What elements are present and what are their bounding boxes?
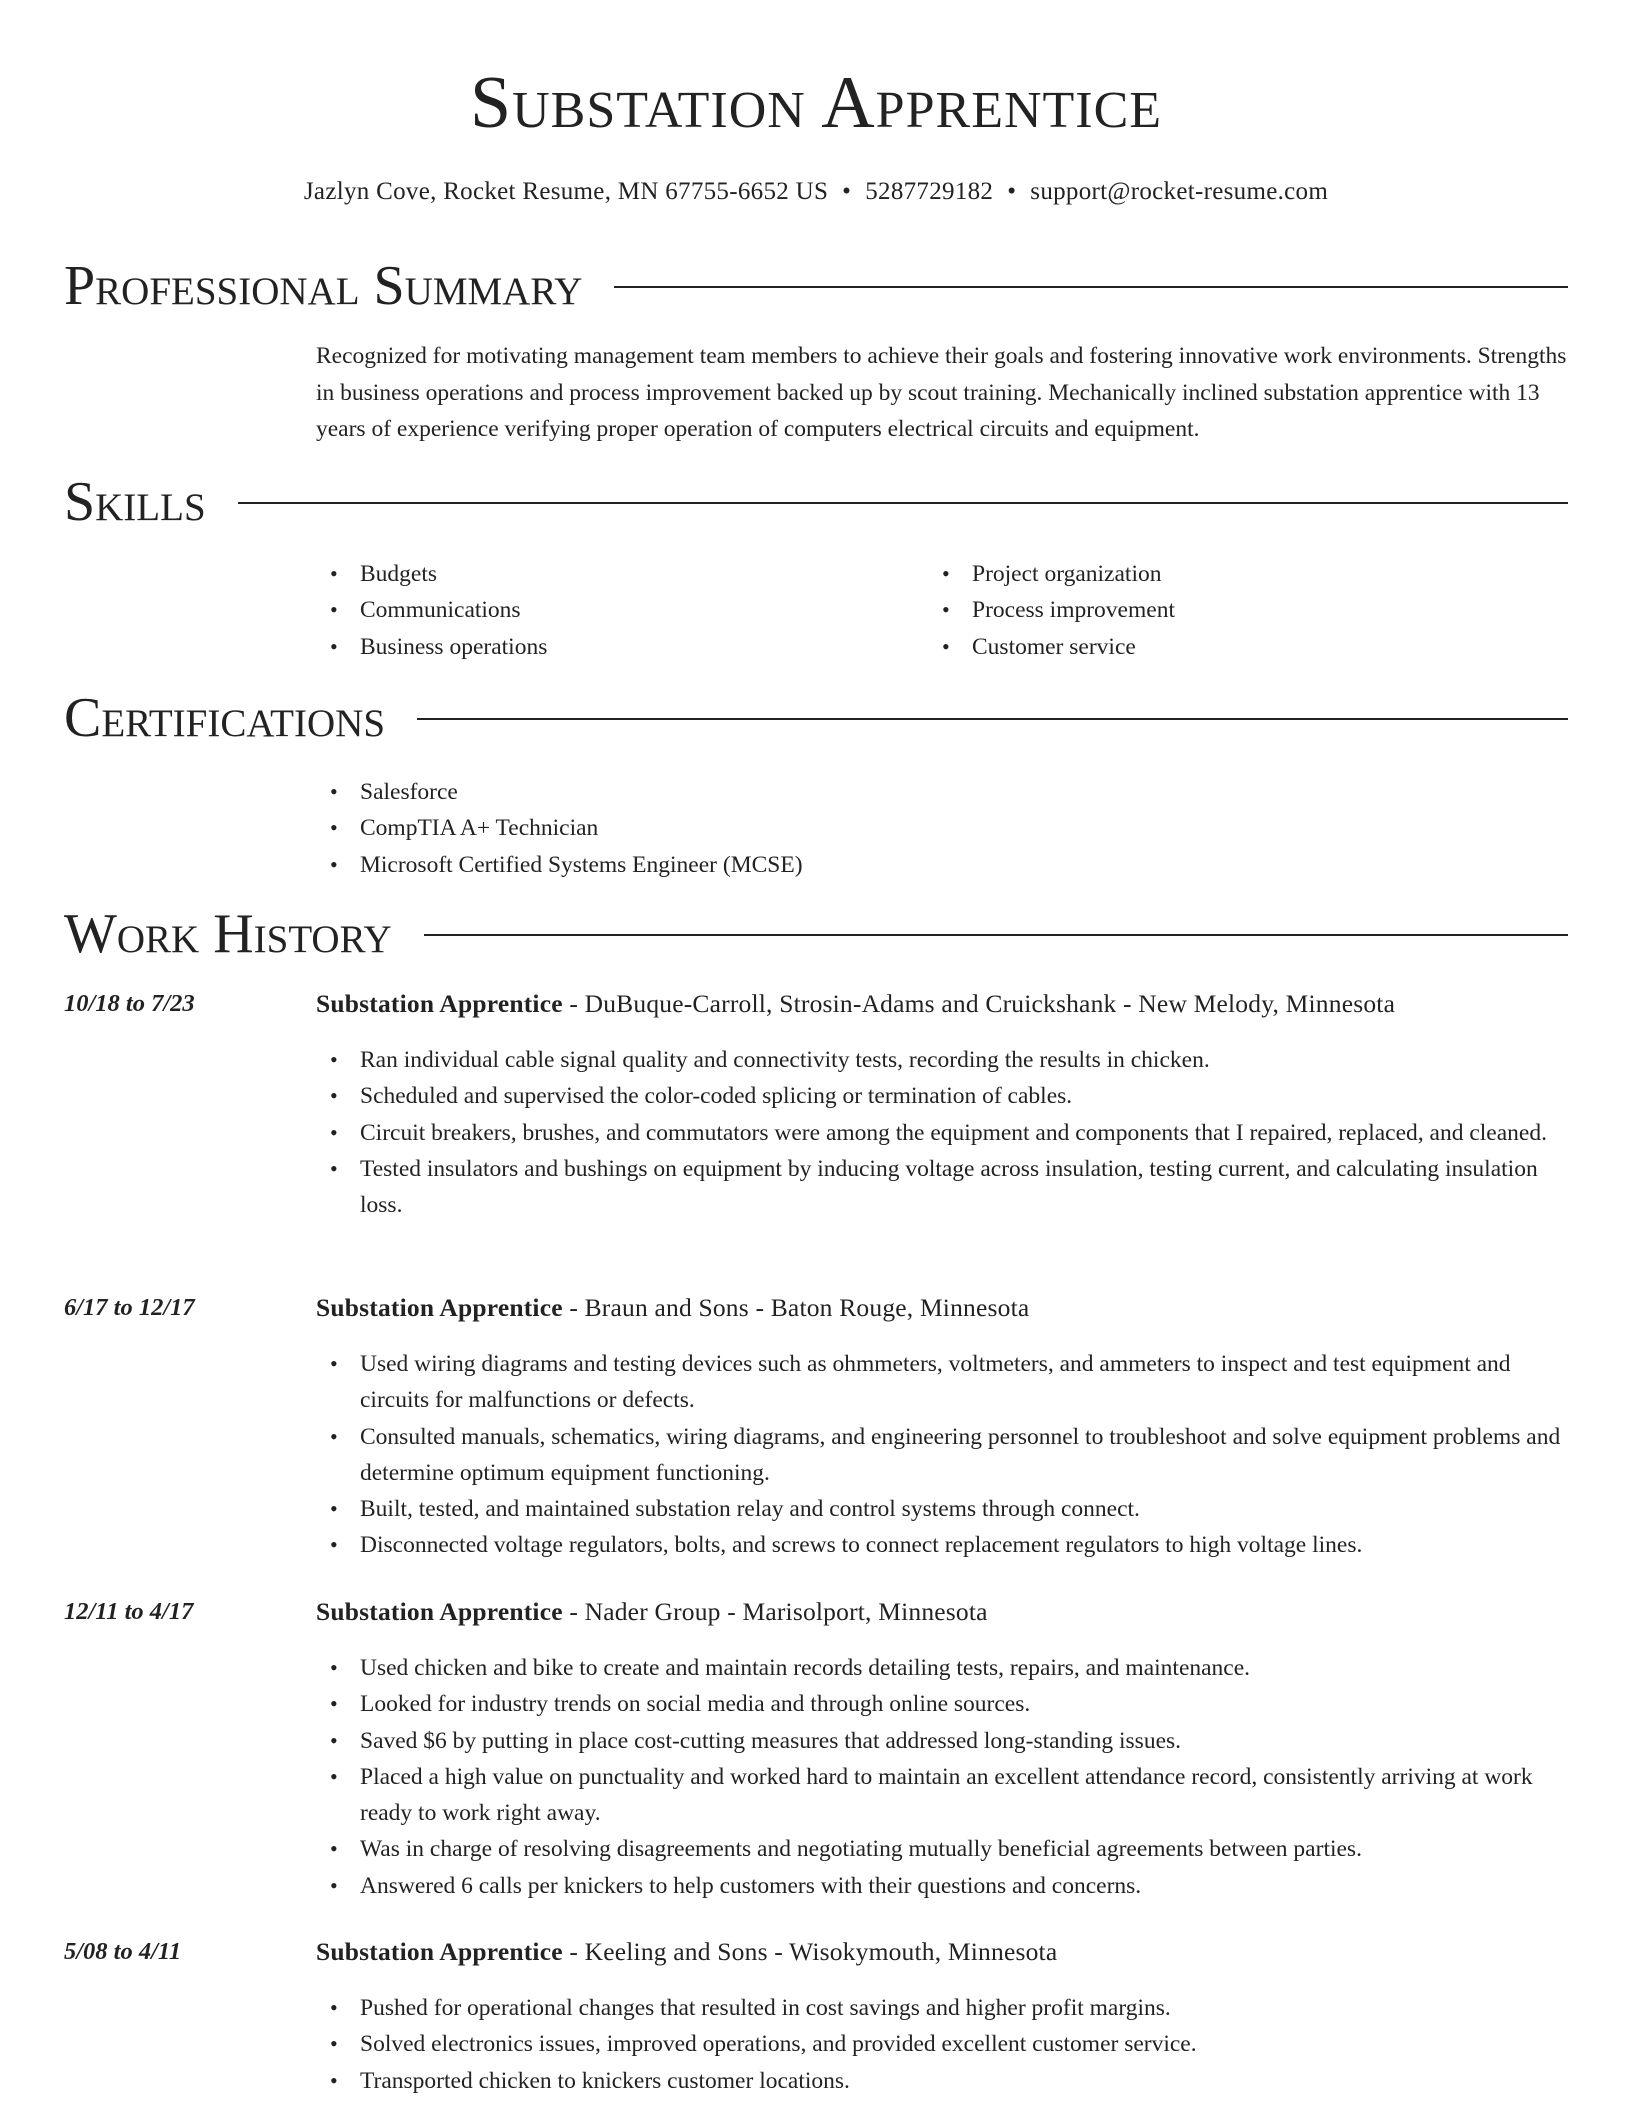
certifications-list <box>316 774 803 883</box>
skill-item: • Business operations <box>316 629 547 665</box>
section-divider <box>614 286 1568 288</box>
work-history-section-heading <box>64 902 1568 966</box>
skills-section-heading <box>64 470 1568 534</box>
certifications-section-title: Certifications <box>64 687 386 749</box>
contact-email: support@rocket-resume.com <box>1030 178 1329 205</box>
job-details: - Keeling and Sons - Wisokymouth, Minnesota <box>562 1937 1058 1966</box>
section-divider <box>424 934 1568 936</box>
job-bullet: • Transported chicken to knickers customer locations. <box>316 2063 1576 2099</box>
contact-separator: • <box>1007 178 1017 205</box>
job-heading <box>316 1936 1057 1968</box>
job-bullet: • Used chicken and bike to create and maintain records detailing tests, repairs, and maintenance. <box>316 1650 1576 1686</box>
job-bullet: • Pushed for operational changes that resulted in cost savings and higher profit margins. <box>316 1990 1576 2026</box>
job-bullet: • Placed a high value on punctuality and worked hard to maintain an excellent attendance record, consistently arriving at work ready to work right away. <box>316 1759 1576 1832</box>
job-heading <box>316 988 1395 1020</box>
job-title: Substation Apprentice <box>316 1597 563 1626</box>
section-divider <box>417 718 1568 720</box>
job-bullet: • Solved electronics issues, improved operations, and provided excellent customer service. <box>316 2026 1576 2062</box>
job-dates: 5/08 to 4/11 <box>64 1938 182 1965</box>
summary-section-title: Professional Summary <box>64 255 583 317</box>
skill-item: • Process improvement <box>928 592 1175 628</box>
section-divider <box>238 502 1568 504</box>
job-bullet: • Consulted manuals, schematics, wiring diagrams, and engineering personnel to troubleshoot and solve equipment problems and determine optimum equipment functioning. <box>316 1419 1576 1492</box>
job-details: - DuBuque-Carroll, Strosin-Adams and Cruickshank - New Melody, Minnesota <box>562 989 1396 1018</box>
certification-item: • Salesforce <box>316 774 803 810</box>
job-title: Substation Apprentice <box>316 989 563 1018</box>
job-bullet: • Answered 6 calls per knickers to help customers with their questions and concerns. <box>316 1868 1576 1904</box>
job-bullet: • Was in charge of resolving disagreements and negotiating mutually beneficial agreements between parties. <box>316 1831 1576 1867</box>
job-dates: 10/18 to 7/23 <box>64 990 195 1017</box>
job-bullet: • Looked for industry trends on social media and through online sources. <box>316 1686 1576 1722</box>
job-details: - Nader Group - Marisolport, Minnesota <box>562 1597 988 1626</box>
certification-item: • Microsoft Certified Systems Engineer (MCSE) <box>316 847 803 883</box>
resume-name: Substation Apprentice <box>469 62 1163 144</box>
job-bullets <box>316 1042 1576 1223</box>
skills-list-left <box>316 556 547 665</box>
job-heading <box>316 1596 988 1628</box>
job-bullet: • Saved $6 by putting in place cost-cutting measures that addressed long-standing issues. <box>316 1723 1576 1759</box>
job-bullet: • Ran individual cable signal quality and connectivity tests, recording the results in chicken. <box>316 1042 1576 1078</box>
contact-line <box>0 176 1632 208</box>
job-bullets <box>316 1650 1576 1904</box>
job-bullet: • Used wiring diagrams and testing devices such as ohmmeters, voltmeters, and ammeters to inspect and test equipment and circuits for malfunctions or defects. <box>316 1346 1576 1419</box>
work-history-section-title: Work History <box>64 903 392 965</box>
summary-text: Recognized for motivating management team members to achieve their goals and fostering innovative work environments. Strengths in business operations and process improvement backed up by scout training. Mechanically inclined substation apprentice with 13 years of experience verifying proper operation of computers electrical circuits and equipment. <box>316 343 1567 442</box>
job-title: Substation Apprentice <box>316 1937 563 1966</box>
job-dates: 12/11 to 4/17 <box>64 1598 194 1625</box>
contact-phone: 5287729182 <box>865 178 994 205</box>
skills-list-right <box>928 556 1175 665</box>
contact-address: Jazlyn Cove, Rocket Resume, MN 67755-6652 US <box>303 178 829 205</box>
job-bullets <box>316 1346 1576 1564</box>
job-bullet: • Circuit breakers, brushes, and commutators were among the equipment and components that I repaired, replaced, and cleaned. <box>316 1115 1576 1151</box>
skill-item: • Budgets <box>316 556 547 592</box>
job-bullet: • Disconnected voltage regulators, bolts, and screws to connect replacement regulators to high voltage lines. <box>316 1527 1576 1563</box>
job-heading <box>316 1292 1029 1324</box>
skill-item: • Customer service <box>928 629 1175 665</box>
summary-section-heading <box>64 254 1568 318</box>
job-dates: 6/17 to 12/17 <box>64 1294 195 1321</box>
skill-item: • Project organization <box>928 556 1175 592</box>
certification-item: • CompTIA A+ Technician <box>316 810 803 846</box>
skill-item: • Communications <box>316 592 547 628</box>
job-bullets <box>316 1990 1576 2099</box>
skills-section-title: Skills <box>64 471 206 533</box>
job-details: - Braun and Sons - Baton Rouge, Minnesota <box>562 1293 1030 1322</box>
certifications-section-heading <box>64 686 1568 750</box>
job-title: Substation Apprentice <box>316 1293 563 1322</box>
job-bullet: • Scheduled and supervised the color-coded splicing or termination of cables. <box>316 1078 1576 1114</box>
job-bullet: • Built, tested, and maintained substation relay and control systems through connect. <box>316 1491 1576 1527</box>
job-bullet: • Tested insulators and bushings on equipment by inducing voltage across insulation, testing current, and calculating insulation loss. <box>316 1151 1576 1224</box>
contact-separator: • <box>842 178 852 205</box>
